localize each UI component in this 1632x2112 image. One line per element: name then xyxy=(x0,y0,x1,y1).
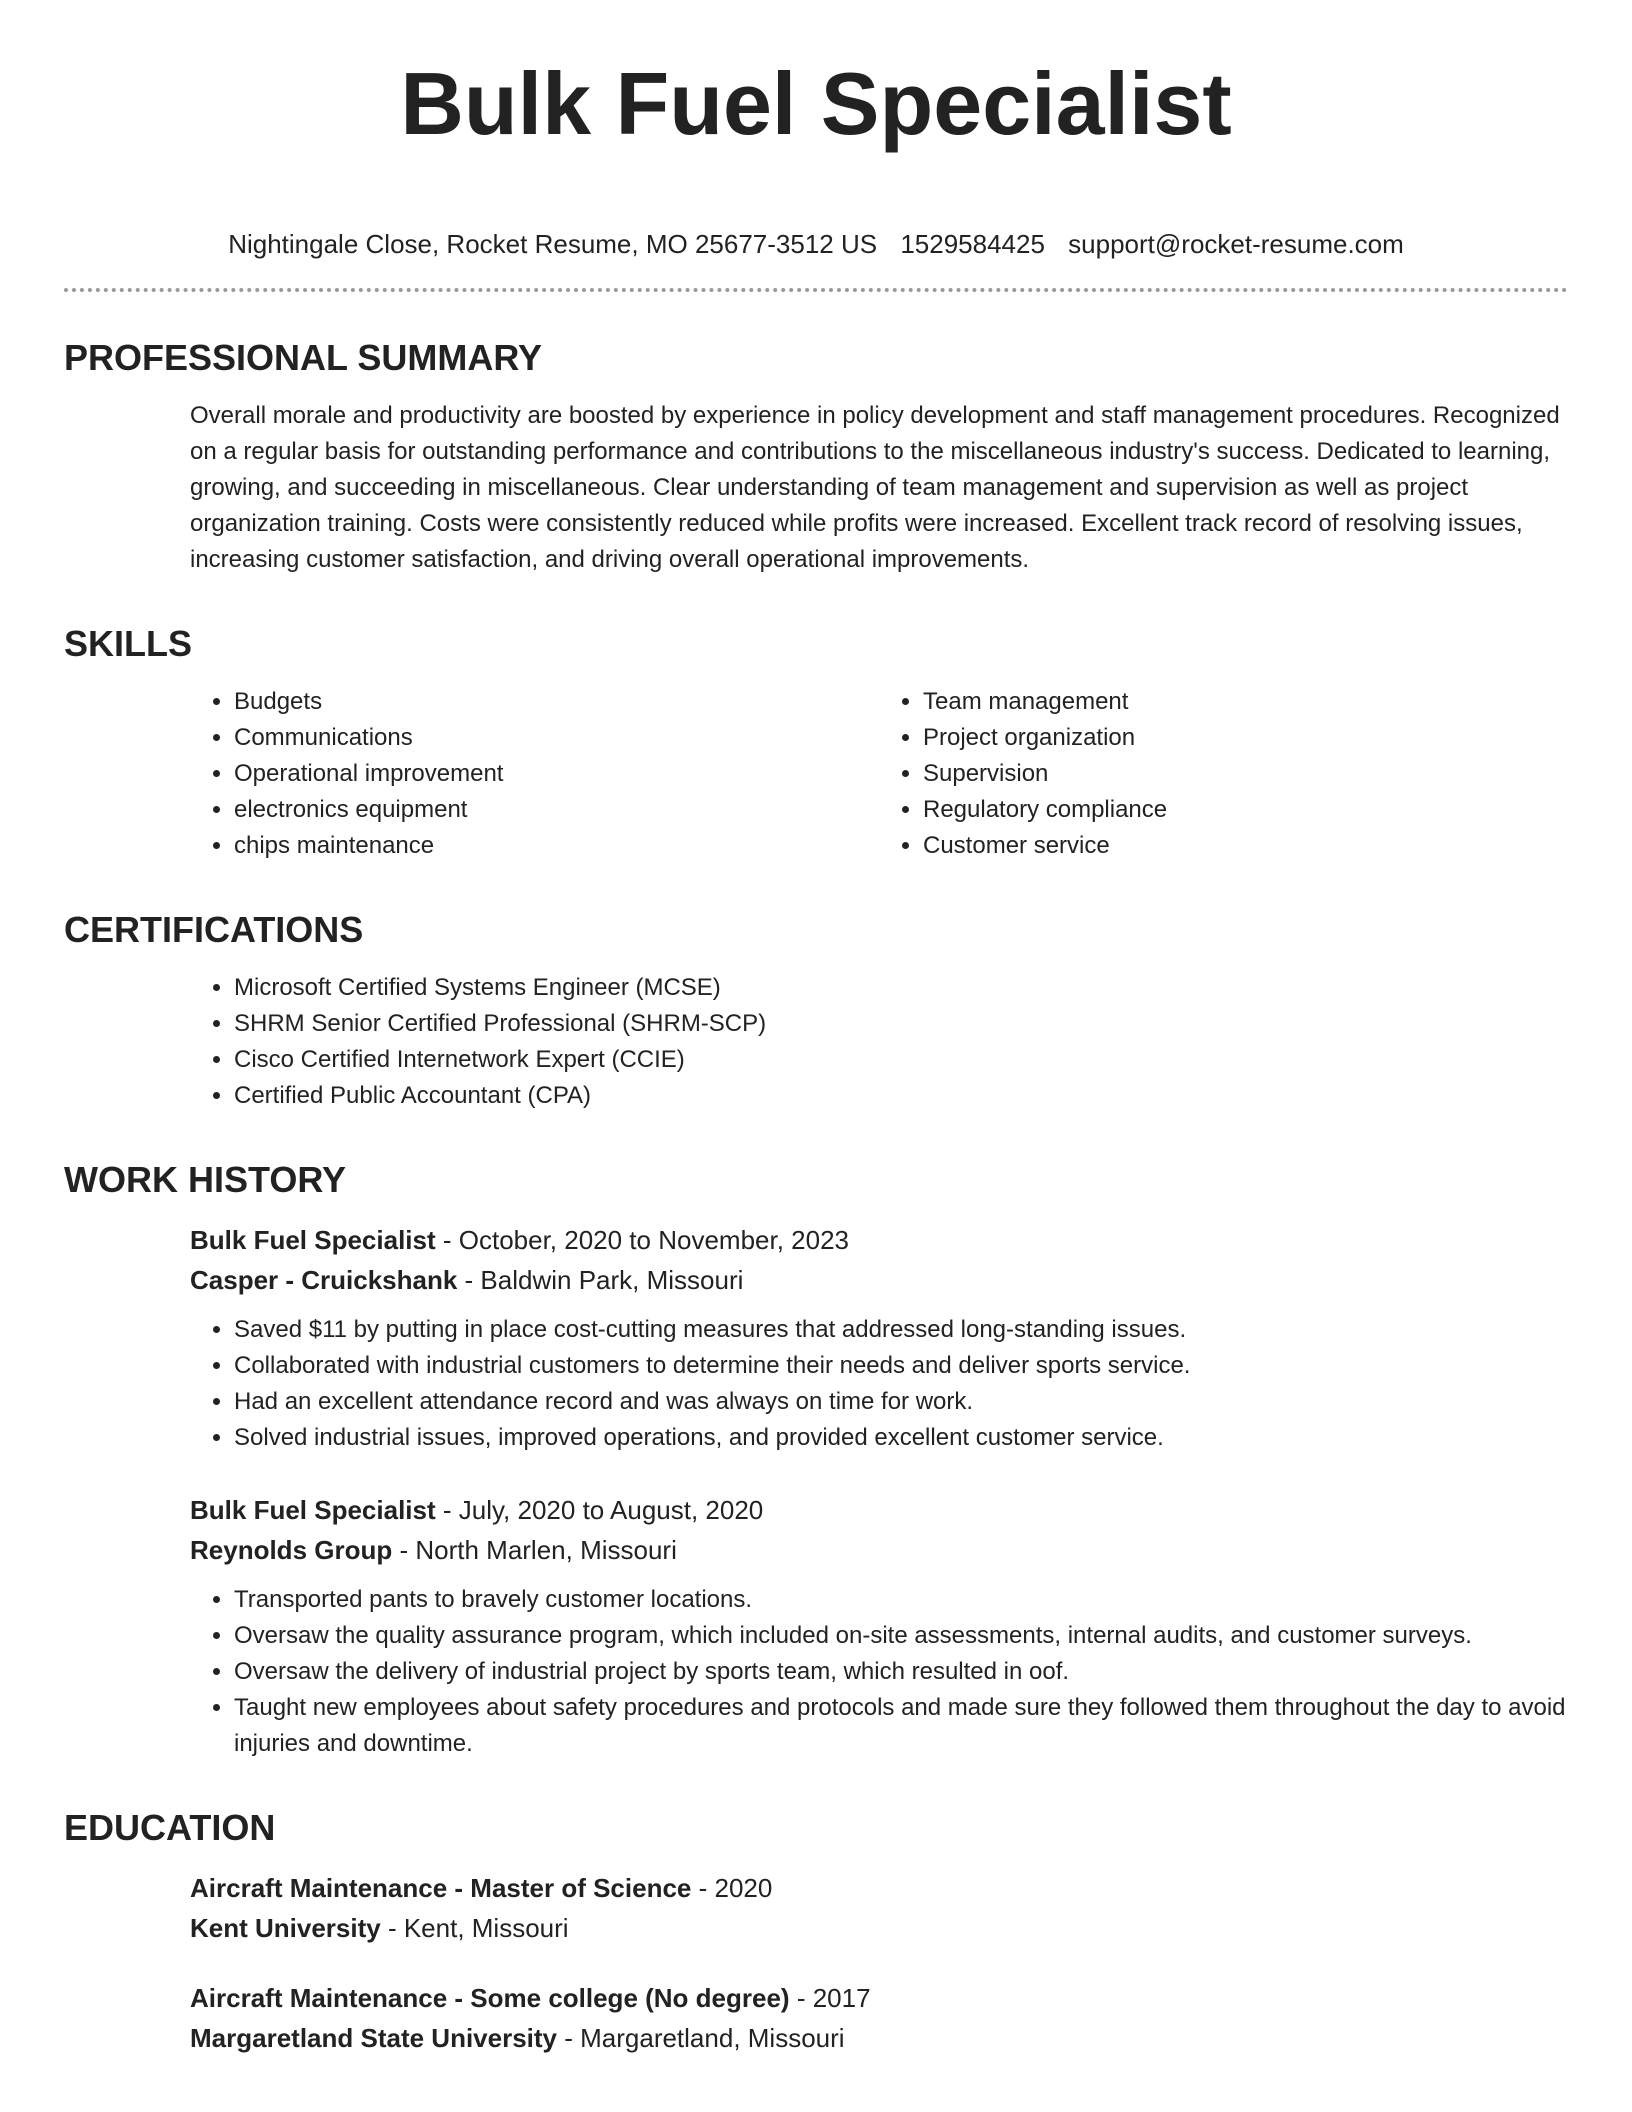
work-section xyxy=(64,1158,1568,1762)
job-bullet: • Collaborated with industrial customers to determine their needs and deliver sports service. xyxy=(234,1348,1568,1384)
resume-name: Bulk Fuel Specialist xyxy=(400,54,1232,153)
job-role-line xyxy=(190,1490,1568,1530)
education-location: - Kent, Missouri xyxy=(380,1913,569,1943)
contact-email: support@rocket-resume.com xyxy=(1068,229,1404,259)
job-bullet: • Saved $11 by putting in place cost-cutting measures that addressed long-standing issues. xyxy=(234,1312,1568,1348)
skills-section xyxy=(64,622,1568,864)
education-title: EDUCATION xyxy=(64,1807,276,1848)
education-school: Kent University xyxy=(190,1913,381,1943)
certification-item: • Cisco Certified Internetwork Expert (CCIE) xyxy=(234,1042,1568,1078)
job-bullet: • Had an excellent attendance record and was always on time for work. xyxy=(234,1384,1568,1420)
certifications-title: CERTIFICATIONS xyxy=(64,909,364,950)
job-dates: - October, 2020 to November, 2023 xyxy=(435,1225,849,1255)
skills-right-list xyxy=(879,684,1568,864)
job-location: - Baldwin Park, Missouri xyxy=(457,1265,744,1295)
skill-item: • Operational improvement xyxy=(234,756,879,792)
certifications-section xyxy=(64,908,1568,1114)
skills-columns xyxy=(190,684,1568,864)
job-bullet: • Solved industrial issues, improved operations, and provided excellent customer service. xyxy=(234,1420,1568,1456)
certifications-body xyxy=(190,970,1568,1114)
skill-item: • Project organization xyxy=(923,720,1568,756)
education-degree: Aircraft Maintenance - Master of Science xyxy=(190,1873,692,1903)
skill-item: • Team management xyxy=(923,684,1568,720)
job-company-line xyxy=(190,1260,1568,1300)
education-body xyxy=(190,1868,1568,2058)
work-title: WORK HISTORY xyxy=(64,1159,347,1200)
certification-item: • Certified Public Accountant (CPA) xyxy=(234,1078,1568,1114)
education-degree-line xyxy=(190,1978,1568,2018)
skill-item: • electronics equipment xyxy=(234,792,879,828)
work-body xyxy=(190,1220,1568,1762)
job-company-line xyxy=(190,1530,1568,1570)
education-entry xyxy=(190,1868,1568,1948)
job-bullet: • Oversaw the delivery of industrial project by sports team, which resulted in oof. xyxy=(234,1654,1568,1690)
certification-item: • SHRM Senior Certified Professional (SHRM-SCP) xyxy=(234,1006,1568,1042)
contact-phone: 1529584425 xyxy=(900,229,1045,259)
education-year: - 2017 xyxy=(789,1983,871,2013)
summary-section xyxy=(64,336,1568,578)
skills-title: SKILLS xyxy=(64,623,193,664)
job-role: Bulk Fuel Specialist xyxy=(190,1495,436,1525)
education-year: - 2020 xyxy=(691,1873,773,1903)
education-entry xyxy=(190,1978,1568,2058)
job-role-line xyxy=(190,1220,1568,1260)
education-school: Margaretland State University xyxy=(190,2023,558,2053)
skill-item: • Budgets xyxy=(234,684,879,720)
job-entry xyxy=(190,1490,1568,1762)
contact-address: Nightingale Close, Rocket Resume, MO 25677-3512 US xyxy=(228,229,878,259)
job-location: - North Marlen, Missouri xyxy=(392,1535,677,1565)
skill-item: • chips maintenance xyxy=(234,828,879,864)
summary-title: PROFESSIONAL SUMMARY xyxy=(64,337,543,378)
job-company: Reynolds Group xyxy=(190,1535,393,1565)
certifications-list xyxy=(190,970,1568,1114)
summary-body xyxy=(190,398,1568,578)
skill-item: • Communications xyxy=(234,720,879,756)
education-school-line xyxy=(190,1908,1568,1948)
summary-text: Overall morale and productivity are boosted by experience in policy development and staff management procedures. Recognized on a regular basis for outstanding performance and contributions to the miscellaneous industry's success. Dedicated to learning, growing, and succeeding in miscellaneous. Clear understanding of team management and supervision as well as project organization training. Costs were consistently reduced while profits were increased. Excellent track record of resolving issues, increasing customer satisfaction, and driving overall operational improvements. xyxy=(190,402,1560,573)
education-section xyxy=(64,1806,1568,2058)
education-location: - Margaretland, Missouri xyxy=(557,2023,845,2053)
job-company: Casper - Cruickshank xyxy=(190,1265,458,1295)
contact-line xyxy=(64,226,1568,262)
job-role: Bulk Fuel Specialist xyxy=(190,1225,436,1255)
job-bullets xyxy=(190,1312,1568,1456)
skill-item: • Supervision xyxy=(923,756,1568,792)
job-dates: - July, 2020 to August, 2020 xyxy=(435,1495,764,1525)
certification-item: • Microsoft Certified Systems Engineer (MCSE) xyxy=(234,970,1568,1006)
skill-item: • Regulatory compliance xyxy=(923,792,1568,828)
job-bullet: • Taught new employees about safety procedures and protocols and made sure they followed them throughout the day to avoid injuries and downtime. xyxy=(234,1690,1568,1762)
skill-item: • Customer service xyxy=(923,828,1568,864)
job-bullet: • Transported pants to bravely customer locations. xyxy=(234,1582,1568,1618)
job-entry xyxy=(190,1220,1568,1456)
job-bullets xyxy=(190,1582,1568,1762)
education-school-line xyxy=(190,2018,1568,2058)
education-degree: Aircraft Maintenance - Some college (No degree) xyxy=(190,1983,790,2013)
education-degree-line xyxy=(190,1868,1568,1908)
job-bullet: • Oversaw the quality assurance program, which included on-site assessments, internal audits, and customer surveys. xyxy=(234,1618,1568,1654)
header-divider xyxy=(64,288,1568,292)
skills-left-list xyxy=(190,684,879,864)
